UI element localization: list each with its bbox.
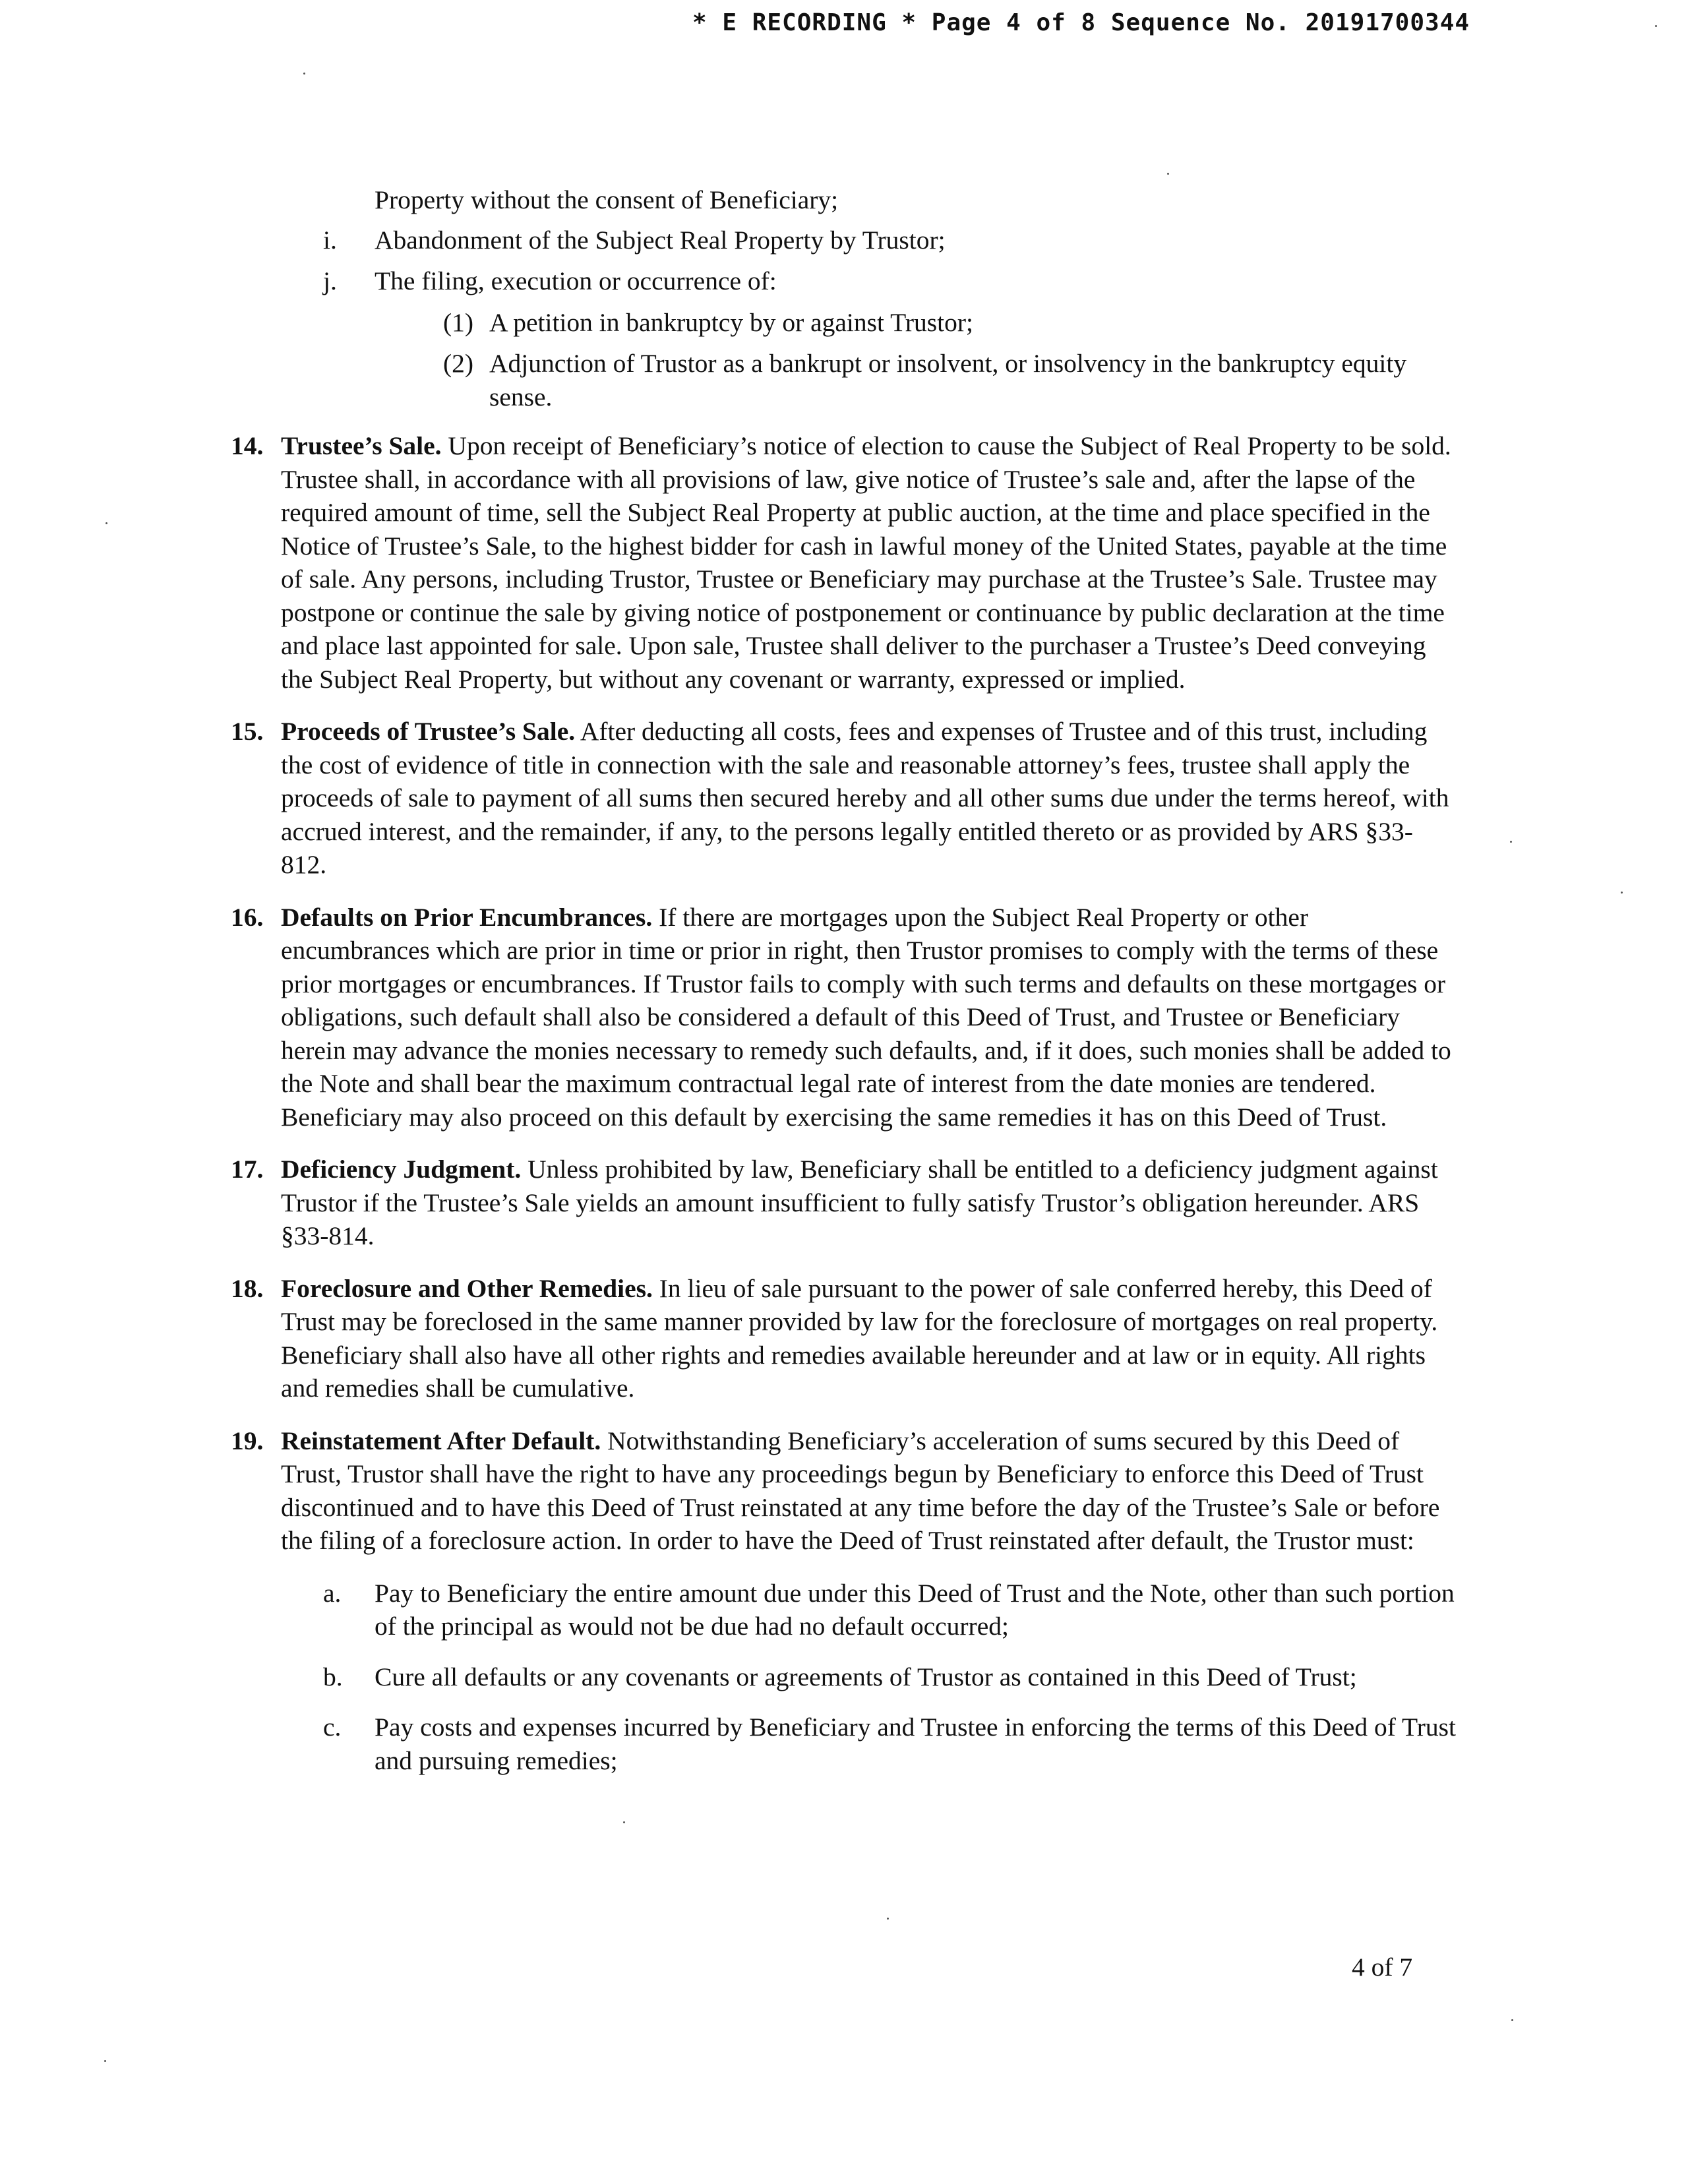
section-title: Defaults on Prior Encumbrances.: [281, 902, 653, 932]
subitem-label: i.: [323, 225, 337, 255]
section-body: If there are mortgages upon the Subject Real Property or other encumbrances which are prior in time or prior in right, then Trustor promises to comply with the terms of these prior mortgages or encumbrances. If Trustor fails to comply with such terms and defaults on these mortgages or obligations, such default shall also be considered a default of this Deed of Trust, and Trustee or Beneficiary herein may advance the monies necessary to remedy such defaults, and, if it does, such monies shall be added to the Note and shall bear the maximum contractual legal rate of interest from the date monies are tendered. Beneficiary may also proceed on this default by exercising the same remedies it has on this Deed of Trust.: [281, 902, 1451, 1132]
section-16: [231, 901, 1457, 1134]
subitem-text: The filing, execution or occurrence of:: [375, 266, 777, 295]
section-19: [231, 1424, 1457, 1558]
subsubitem-2: [231, 347, 1457, 413]
section-18: [231, 1272, 1457, 1405]
scan-speck: [1621, 892, 1623, 894]
section-title: Trustee’s Sale.: [281, 431, 442, 460]
scan-speck: [1510, 841, 1512, 843]
continuation-line: [231, 183, 1457, 217]
scan-speck: [1167, 173, 1169, 175]
requirement-a: [231, 1577, 1457, 1643]
requirement-label: c.: [323, 1713, 342, 1742]
subsubitem-text: Adjunction of Trustor as a bankrupt or insolvent, or insolvency in the bankruptcy equity sense.: [489, 349, 1407, 411]
requirement-text: Pay to Beneficiary the entire amount due under this Deed of Trust and the Note, other than such portion of the principal as would not be due had no default occurred;: [375, 1578, 1455, 1641]
subsubitem-label: (1): [443, 307, 474, 337]
section-15: [231, 715, 1457, 882]
scan-speck: [1511, 2019, 1513, 2021]
scan-speck: [1655, 25, 1657, 27]
document-body: [231, 183, 1457, 1794]
subitem-label: j.: [323, 266, 337, 295]
scan-speck: [303, 73, 305, 75]
scan-speck: [106, 522, 107, 524]
section-number: 15.: [231, 717, 264, 746]
requirement-c: [231, 1711, 1457, 1777]
scan-speck: [887, 1918, 889, 1920]
section-number: 19.: [231, 1426, 264, 1455]
section-body: Unless prohibited by law, Beneficiary shall be entitled to a deficiency judgment against Trustor if the Trustee’s Sale yields an amount insufficient to fully satisfy Trustor’s obligation hereunder. ARS §33-814.: [281, 1155, 1438, 1250]
section-body: Upon receipt of Beneficiary’s notice of election to cause the Subject of Real Property to be sold. Trustee shall, in accordance with all provisions of law, give notice of Trustee’s sale and, after the lapse of the required amount of time, sell the Subject Real Property at public auction, at the time and place specified in the Notice of Trustee’s Sale, to the highest bidder for cash in lawful money of the United States, payable at the time of sale. Any persons, including Trustor, Trustee or Beneficiary may purchase at the Trustee’s Sale. Trustee may postpone or continue the sale by giving notice of postponement or continuance by public declaration at the time and place last appointed for sale. Upon sale, Trustee shall deliver to the purchaser a Trustee’s Deed conveying the Subject Real Property, but without any covenant or warranty, expressed or implied.: [281, 431, 1451, 694]
section-number: 16.: [231, 902, 264, 932]
subsubitem-text: A petition in bankruptcy by or against Trustor;: [489, 307, 974, 337]
section-17: [231, 1153, 1457, 1253]
section-title: Reinstatement After Default.: [281, 1426, 601, 1455]
section-title: Deficiency Judgment.: [281, 1155, 522, 1184]
section-title: Foreclosure and Other Remedies.: [281, 1273, 653, 1303]
page-number: 4 of 7: [1352, 1953, 1413, 1982]
scan-speck: [623, 1821, 625, 1823]
section-title: Proceeds of Trustee’s Sale.: [281, 717, 576, 746]
subitem-j: [231, 264, 1457, 298]
section-body: In lieu of sale pursuant to the power of sale conferred hereby, this Deed of Trust may be foreclosed in the same manner provided by law for the foreclosure of mortgages on real property. Beneficiary shall also have all other rights and remedies available hereunder and at law or in equity. All rights and remedies shall be cumulative.: [281, 1273, 1438, 1403]
requirement-label: a.: [323, 1578, 342, 1608]
section-14: [231, 429, 1457, 696]
section-number: 14.: [231, 431, 264, 460]
requirement-b: [231, 1660, 1457, 1694]
subsubitem-1: [231, 306, 1457, 340]
section-body: After deducting all costs, fees and expenses of Trustee and of this trust, including the cost of evidence of title in connection with the sale and reasonable attorney’s fees, trustee shall apply the proceeds of sale to payment of all sums then secured hereby and all other sums due under the terms hereof, with accrued interest, and the remainder, if any, to the persons legally entitled thereto or as provided by ARS §33-812.: [281, 717, 1449, 879]
subsubitem-label: (2): [443, 349, 474, 378]
section-19-requirements: [231, 1577, 1457, 1778]
section-number: 18.: [231, 1273, 264, 1303]
scan-speck: [104, 2060, 106, 2062]
subitem-i: [231, 224, 1457, 257]
requirement-text: Pay costs and expenses incurred by Beneficiary and Trustee in enforcing the terms of this Deed of Trust and pursuing remedies;: [375, 1713, 1457, 1775]
requirement-text: Cure all defaults or any covenants or agreements of Trustor as contained in this Deed of Trust;: [375, 1662, 1357, 1691]
continuation-text: Property without the consent of Beneficiary;: [375, 185, 839, 214]
recording-header: * E RECORDING * Page 4 of 8 Sequence No. 20191700344: [692, 9, 1470, 36]
section-number: 17.: [231, 1155, 264, 1184]
subitem-text: Abandonment of the Subject Real Property by Trustor;: [375, 225, 946, 255]
section-body: Notwithstanding Beneficiary’s acceleration of sums secured by this Deed of Trust, Trustor shall have the right to have any proceedings begun by Beneficiary to enforce this Deed of Trust discontinued and to have this Deed of Trust reinstated at any time before the day of the Trustee’s Sale or before the filing of a foreclosure action. In order to have the Deed of Trust reinstated after default, the Trustor must:: [281, 1426, 1440, 1555]
requirement-label: b.: [323, 1662, 343, 1691]
